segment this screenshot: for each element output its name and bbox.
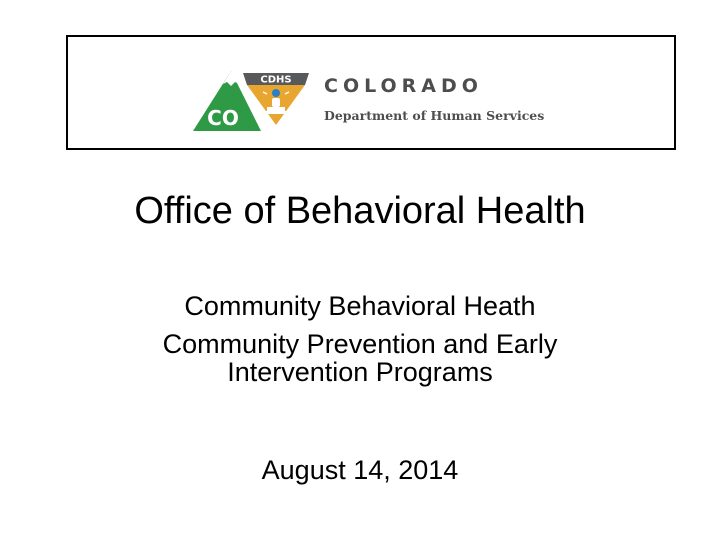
subtitle-line: Community Prevention and Early xyxy=(162,329,558,359)
logo-banner xyxy=(66,35,676,150)
slide-subtitle xyxy=(60,290,660,388)
logo-badge-text: CDHS xyxy=(260,74,292,86)
logo-department-name: Department of Human Services xyxy=(324,108,545,123)
cdhs-logo-icon xyxy=(193,67,315,133)
subtitle-line: Intervention Programs xyxy=(227,357,493,387)
slide-title: Office of Behavioral Health xyxy=(134,190,586,232)
slide-date: August 14, 2014 xyxy=(261,455,459,485)
logo-brand-name: COLORADO xyxy=(324,75,483,97)
subtitle-line: Community Behavioral Heath xyxy=(184,291,536,321)
logo-state-abbr: CO xyxy=(207,106,239,130)
